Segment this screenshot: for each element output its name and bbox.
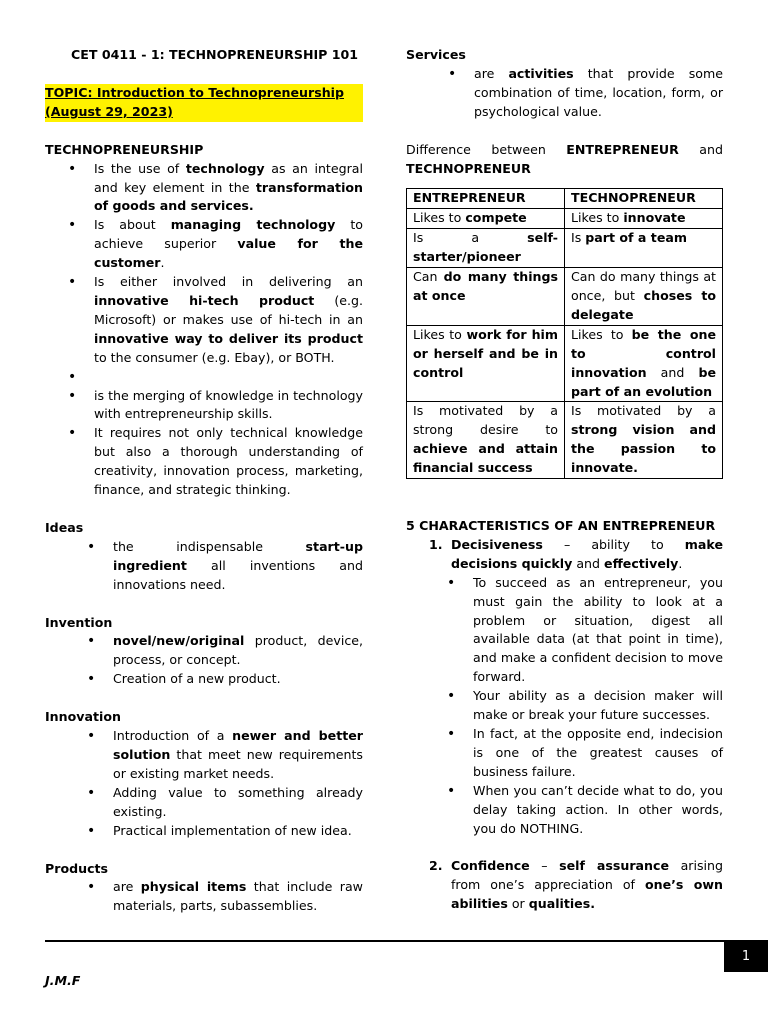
technopreneurship-heading: TECHNOPRENEURSHIP: [45, 141, 204, 157]
table-row: [407, 268, 723, 326]
difference-and: and: [699, 141, 723, 157]
table-row: [407, 325, 723, 402]
list-item: • Is the use of technology as an integral and key element in the transformation of goods and services.: [94, 160, 363, 217]
list-item: • are physical items that include raw materials, parts, subassemblies.: [113, 878, 363, 916]
difference-intro-text: Difference between: [406, 141, 546, 157]
products-heading: Products: [45, 860, 109, 876]
difference-intro: [406, 141, 723, 160]
ideas-list: [113, 538, 363, 595]
invention-heading: Invention: [45, 614, 113, 630]
characteristic-item: 1. Decisiveness – ability to make decisions quickly and effectively. • To succeed as an entrepreneur, you must gain the ability to look at a problem or situation, digest all available data (at that point in time), and make a confident decision to move forward. • Your ability as a decision maker will make or break your future successes. • In fact, at the opposite end, indecision is one of the greatest causes of business failure. • When you can’t decide what to do, you delay taking action. In other words, you do NOTHING.: [429, 536, 723, 839]
services-list: [474, 65, 723, 122]
left-column: [45, 46, 363, 916]
table-cell: Likes to be the one to control innovation and be part of an evolution: [565, 325, 723, 402]
table-cell: Can do many things at once, but choses to delegate: [565, 268, 723, 326]
list-item: • Is either involved in delivering an innovative hi-tech product (e.g. Microsoft) or makes use of hi-tech in an innovative way to deliver its product to the consumer (e.g. Ebay), or BOTH.: [94, 273, 363, 368]
table-header-cell: TECHNOPRENEUR: [565, 189, 723, 209]
right-column: [406, 46, 723, 914]
technopreneurship-list: [94, 160, 363, 500]
list-item: • It requires not only technical knowledge but also a thorough understanding of creativity, innovation process, marketing, finance, and strategic thinking.: [94, 424, 363, 500]
list-item: • Creation of a new product.: [113, 670, 363, 689]
course-title: CET 0411 - 1: TECHNOPRENEURSHIP 101: [71, 47, 359, 62]
footer-initials: J.M.F: [45, 973, 81, 988]
innovation-list: [113, 727, 363, 840]
list-item: • To succeed as an entrepreneur, you must gain the ability to look at a problem or situation, digest all available data (at that point in time), and make a confident decision to move forward.: [473, 574, 723, 687]
list-item: • novel/new/original product, device, process, or concept.: [113, 632, 363, 670]
difference-term-1: ENTREPRENEUR: [566, 141, 679, 157]
list-item: • is the merging of knowledge in technology with entrepreneurship skills.: [94, 387, 363, 425]
footer-rule: [45, 940, 768, 942]
characteristics-list: [429, 536, 723, 914]
list-item: • Adding value to something already existing.: [113, 784, 363, 822]
invention-list: [113, 632, 363, 689]
list-item: • the indispensable start-up ingredient all inventions and innovations need.: [113, 538, 363, 595]
table-header-cell: ENTREPRENEUR: [407, 189, 565, 209]
ideas-heading: Ideas: [45, 519, 84, 535]
comparison-table: [406, 188, 723, 479]
table-cell: Is motivated by a strong desire to achieve and attain financial success: [407, 402, 565, 479]
topic-line-2: (August 29, 2023): [45, 103, 363, 122]
list-item: • Introduction of a newer and better solution that meet new requirements or existing market needs.: [113, 727, 363, 784]
products-list: [113, 878, 363, 916]
characteristic-item: 2. Confidence – self assurance arising from one’s appreciation of one’s own abilities or qualities.: [429, 858, 724, 912]
characteristic-number: 2.: [429, 858, 443, 874]
page-number: 1: [724, 940, 768, 972]
list-item: • Your ability as a decision maker will make or break your future successes.: [473, 687, 723, 725]
table-row: [407, 209, 723, 229]
list-item: • are activities that provide some combination of time, location, form, or psychological value.: [474, 65, 723, 122]
table-row: [407, 402, 723, 479]
table-cell: Likes to innovate: [565, 209, 723, 229]
characteristic-number: 1.: [429, 536, 443, 552]
table-cell: Likes to compete: [407, 209, 565, 229]
topic-highlight: [45, 84, 363, 122]
innovation-heading: Innovation: [45, 709, 121, 725]
table-header-row: [407, 189, 723, 209]
services-heading: Services: [406, 47, 466, 62]
list-item: • In fact, at the opposite end, indecision is one of the greatest causes of business failure.: [473, 725, 723, 782]
list-item: • When you can’t decide what to do, you delay taking action. In other words, you do NOTHING.: [473, 782, 723, 839]
table-cell: Is a self-starter/pioneer: [407, 229, 565, 268]
list-spacer: [429, 838, 723, 857]
table-cell: Likes to work for him or herself and be in control: [407, 325, 565, 402]
table-cell: Is part of a team: [565, 229, 723, 268]
topic-line-1: TOPIC: Introduction to Technopreneurship: [45, 84, 363, 103]
difference-term-2: TECHNOPRENEUR: [406, 160, 531, 176]
decisiveness-list: [473, 574, 723, 839]
table-cell: Can do many things at once: [407, 268, 565, 326]
table-cell: Is motivated by a strong vision and the passion to innovate.: [565, 402, 723, 479]
list-spacer: [94, 368, 363, 387]
list-item: • Practical implementation of new idea.: [113, 822, 363, 841]
list-item: • Is about managing technology to achieve superior value for the customer.: [94, 216, 363, 273]
table-row: [407, 229, 723, 268]
characteristics-heading: 5 CHARACTERISTICS OF AN ENTREPRENEUR: [406, 518, 716, 534]
